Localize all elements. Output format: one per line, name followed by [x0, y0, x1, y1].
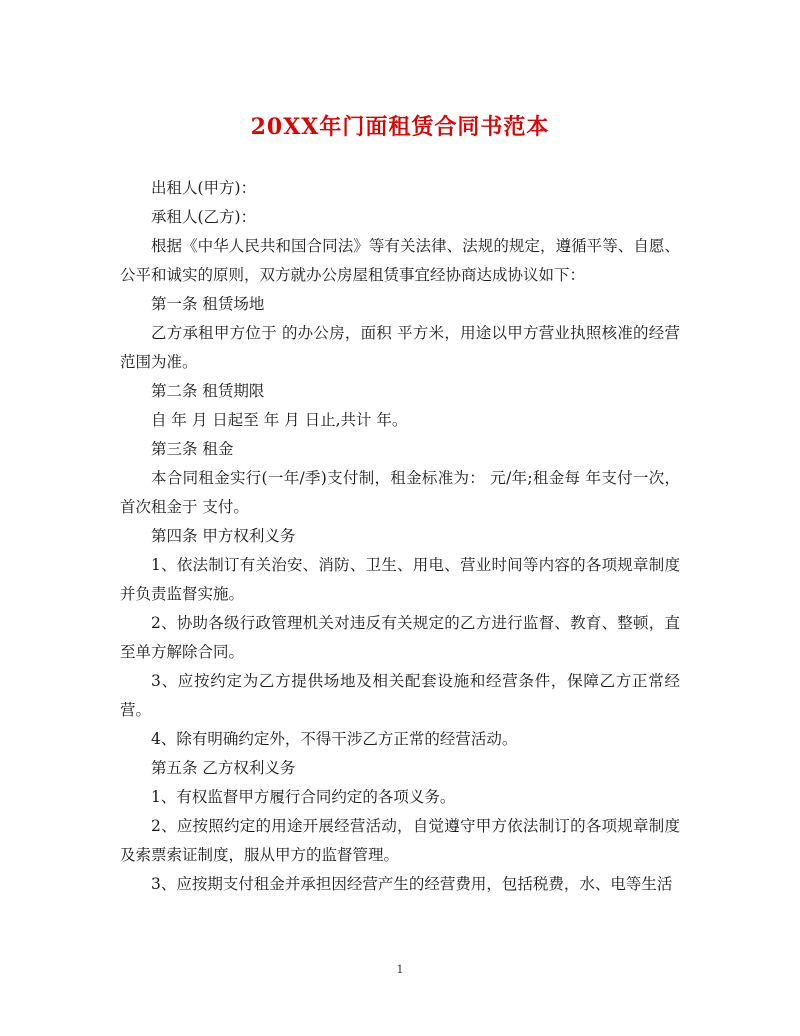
article-3-text: 本合同租金实行(一年/季)支付制，租金标准为： 元/年;租金每 年支付一次，首次租金于 支付。 — [120, 469, 680, 516]
document-body — [120, 174, 680, 899]
article-4-item-3: 3、应按约定为乙方提供场地及相关配套设施和经营条件，保障乙方正常经营。 — [120, 672, 680, 719]
article-3-heading: 第三条 租金 — [151, 440, 234, 458]
lessee-line: 承租人(乙方)： — [151, 208, 257, 226]
page-number: 1 — [396, 963, 404, 976]
article-2-heading: 第二条 租赁期限 — [151, 382, 265, 400]
article-1-text: 乙方承租甲方位于 的办公房，面积 平方米，用途以甲方营业执照核准的经营范围为准。 — [120, 324, 680, 371]
lessor-line: 出租人(甲方)： — [151, 179, 257, 197]
article-5-item-1: 1、有权监督甲方履行合同约定的各项义务。 — [151, 788, 456, 806]
article-4-item-1: 1、依法制订有关治安、消防、卫生、用电、营业时间等内容的各项规章制度并负责监督实施。 — [120, 556, 680, 603]
article-1-heading: 第一条 租赁场地 — [151, 295, 265, 313]
article-5-heading: 第五条 乙方权利义务 — [151, 759, 296, 777]
article-4-heading: 第四条 甲方权利义务 — [151, 527, 296, 545]
article-5-item-2: 2、应按照约定的用途开展经营活动，自觉遵守甲方依法制订的各项规章制度及索票索证制度，服从甲方的监督管理。 — [120, 817, 680, 864]
document-title: 20XX年门面租赁合同书范本 — [250, 114, 550, 140]
preamble-paragraph: 根据《中华人民共和国合同法》等有关法律、法规的规定，遵循平等、自愿、公平和诚实的原则，双方就办公房屋租赁事宜经协商达成协议如下： — [120, 237, 680, 284]
article-4-item-2: 2、协助各级行政管理机关对违反有关规定的乙方进行监督、教育、整顿，直至单方解除合同。 — [120, 614, 680, 661]
article-4-item-4: 4、除有明确约定外，不得干涉乙方正常的经营活动。 — [151, 730, 518, 748]
article-2-text: 自 年 月 日起至 年 月 日止,共计 年。 — [151, 411, 408, 429]
article-5-item-3: 3、应按期支付租金并承担因经营产生的经营费用，包括税费，水、电等生活 — [151, 875, 673, 893]
